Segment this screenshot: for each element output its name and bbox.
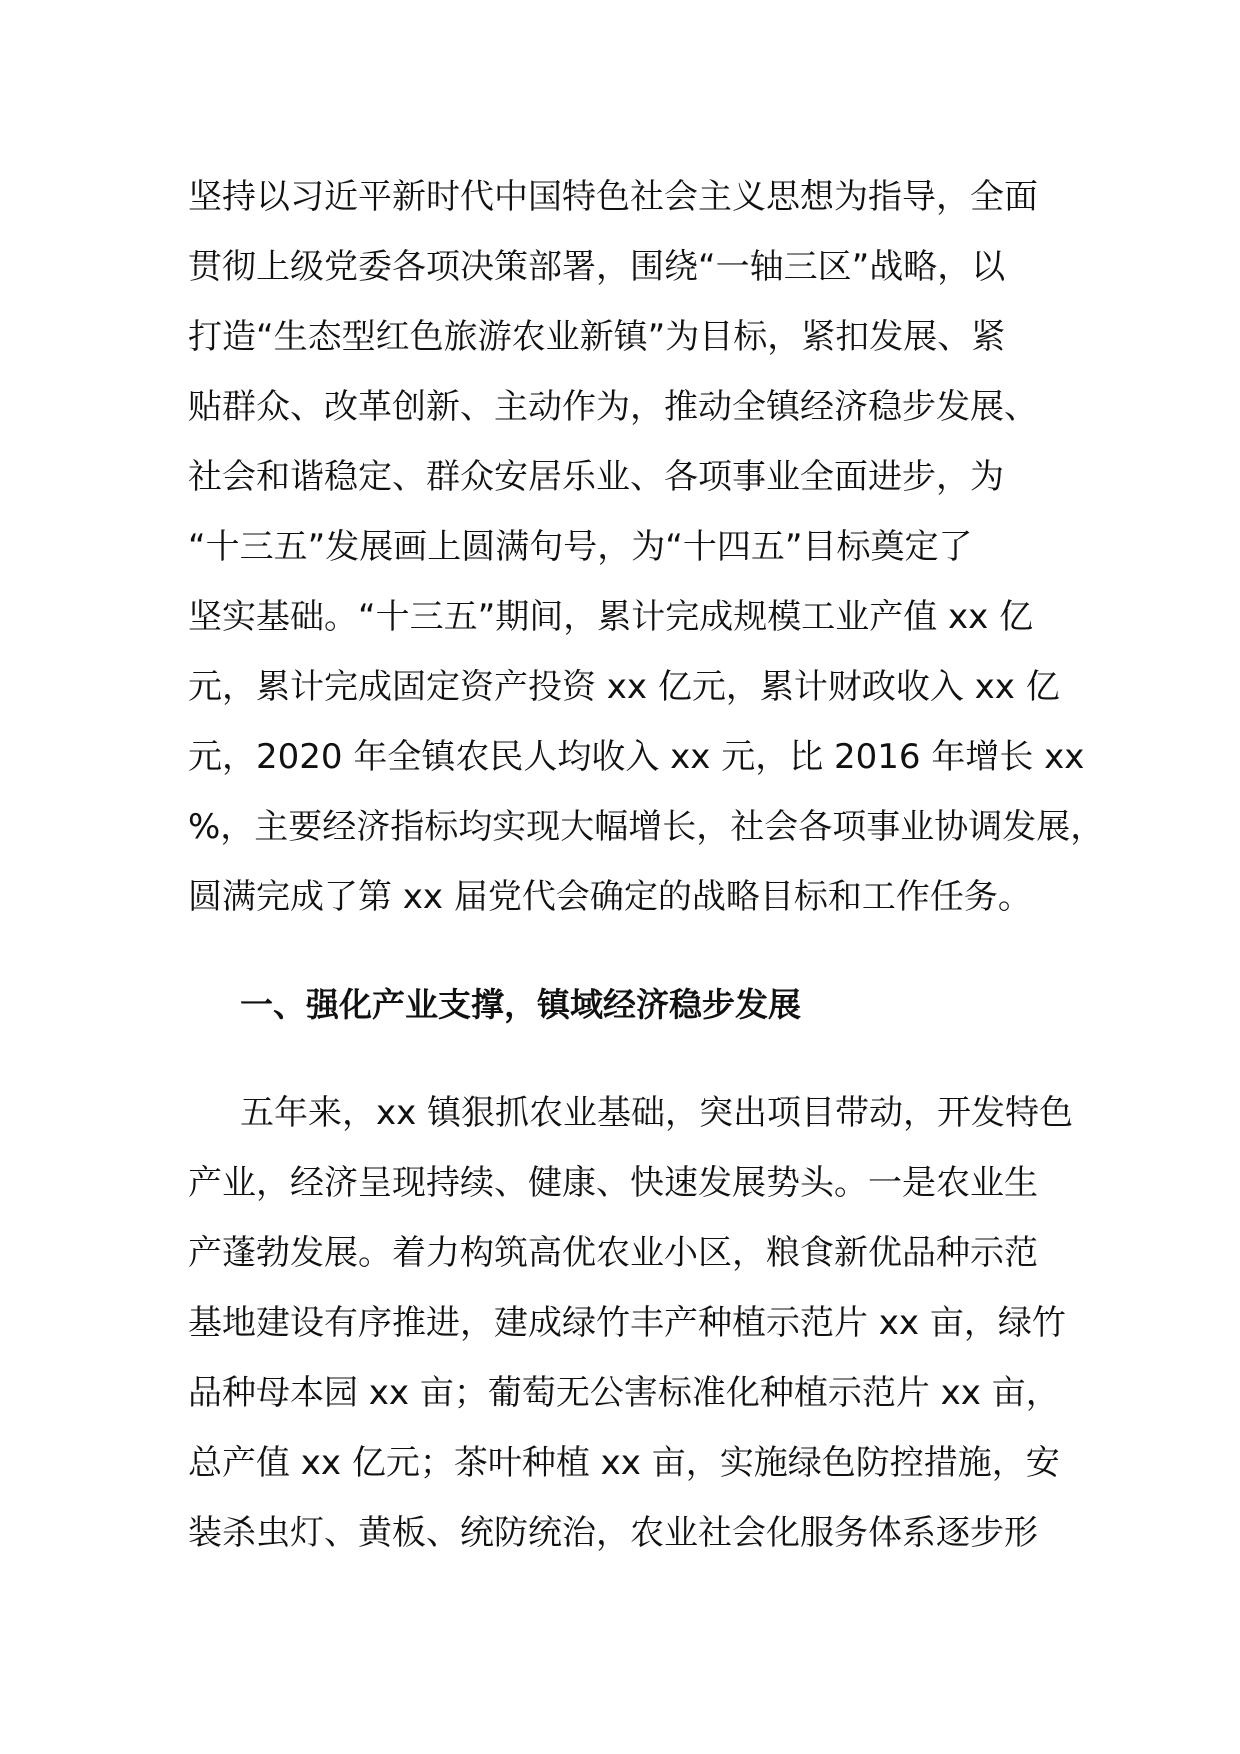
paragraph-line: 总产值 xx 亿元；茶叶种植 xx 亩，实施绿色防控措施，安 bbox=[188, 1443, 1060, 1483]
section-paragraph bbox=[188, 1078, 1078, 1568]
paragraph-line: 产业，经济呈现持续、健康、快速发展势头。一是农业生 bbox=[188, 1163, 1038, 1203]
paragraph-line: 基地建设有序推进，建成绿竹丰产种植示范片 xx 亩，绿竹 bbox=[188, 1303, 1066, 1343]
paragraph-line: 五年来，xx 镇狠抓农业基础，突出项目带动，开发特色 bbox=[240, 1093, 1074, 1133]
paragraph-line: 产蓬勃发展。着力构筑高优农业小区，粮食新优品种示范 bbox=[188, 1233, 1038, 1273]
paragraph-line: 打造“生态型红色旅游农业新镇”为目标，紧扣发展、紧 bbox=[188, 317, 1006, 357]
paragraph-line: 社会和谐稳定、群众安居乐业、各项事业全面进步，为 bbox=[188, 457, 1004, 497]
paragraph-line: 坚实基础。“十三五”期间，累计完成规模工业产值 xx 亿 bbox=[188, 597, 1034, 637]
paragraph-line: %，主要经济指标均实现大幅增长，社会各项事业协调发展， bbox=[188, 807, 1105, 847]
paragraph-line: 元，2020 年全镇农民人均收入 xx 元，比 2016 年增长 xx bbox=[188, 737, 1085, 777]
paragraph-line: 装杀虫灯、黄板、统防统治，农业社会化服务体系逐步形 bbox=[188, 1513, 1038, 1553]
paragraph-line: 贯彻上级党委各项决策部署，围绕“一轴三区”战略，以 bbox=[188, 247, 1006, 287]
section-heading: 一、强化产业支撑，镇域经济稳步发展 bbox=[240, 985, 801, 1024]
paragraph-line: 坚持以习近平新时代中国特色社会主义思想为指导，全面 bbox=[188, 177, 1038, 217]
paragraph-line: 圆满完成了第 xx 届党代会确定的战略目标和工作任务。 bbox=[188, 877, 1032, 917]
document-body bbox=[188, 162, 1105, 1568]
paragraph-line: “十三五”发展画上圆满句号，为“十四五”目标奠定了 bbox=[188, 527, 973, 567]
paragraph-line: 品种母本园 xx 亩；葡萄无公害标准化种植示范片 xx 亩， bbox=[188, 1373, 1060, 1413]
intro-paragraph bbox=[188, 162, 1105, 932]
paragraph-line: 贴群众、改革创新、主动作为，推动全镇经济稳步发展、 bbox=[188, 387, 1038, 427]
paragraph-line: 元，累计完成固定资产投资 xx 亿元，累计财政收入 xx 亿 bbox=[188, 667, 1060, 707]
